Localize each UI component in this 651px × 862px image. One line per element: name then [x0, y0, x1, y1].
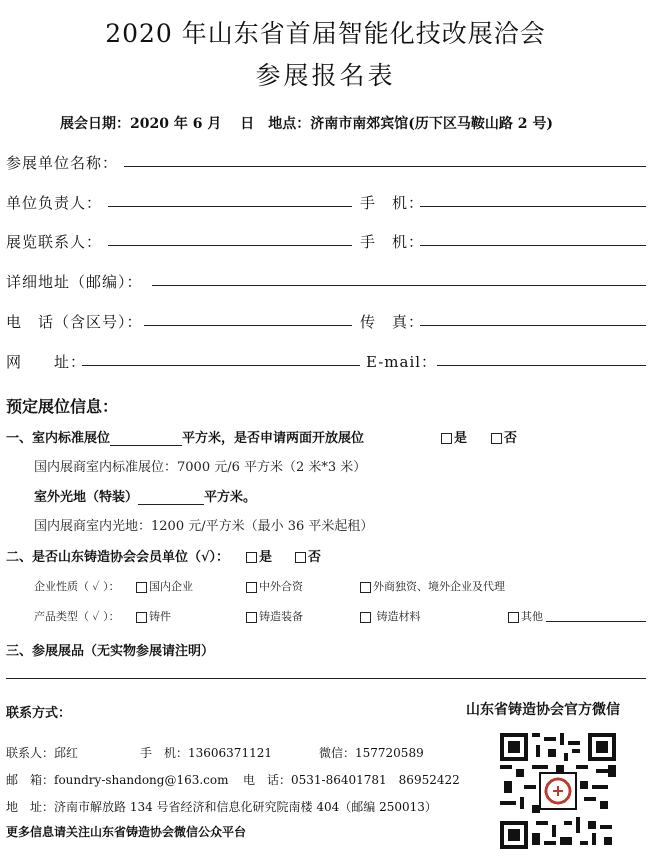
- checkbox-icon[interactable]: [246, 612, 257, 623]
- section-divider: [6, 678, 646, 679]
- product-other-field[interactable]: [546, 621, 646, 622]
- product-option-castings[interactable]: 铸件: [136, 608, 171, 624]
- contact-heading: 联系方式：: [6, 706, 72, 721]
- fax-label: 传 真：: [360, 313, 425, 331]
- indoor-booth-label: 一、室内标准展位: [6, 431, 111, 446]
- website-label: 网 址：: [6, 353, 87, 371]
- open-no-option[interactable]: 否: [491, 427, 517, 446]
- unit-name-label: 参展单位名称：: [6, 154, 119, 172]
- unit-name-field[interactable]: [124, 166, 646, 167]
- mobile2-field[interactable]: [420, 245, 646, 246]
- mobile1-label: 手 机：: [360, 194, 425, 212]
- address-field[interactable]: [152, 285, 646, 286]
- leader-label: 单位负责人：: [6, 194, 103, 212]
- product-option-other[interactable]: 其他: [508, 608, 543, 624]
- nature-option-jv[interactable]: 中外合资: [246, 578, 303, 594]
- date-location-line: 展会日期：2020 年 6 月 日 地点：济南市南郊宾馆(历下区马鞍山路 2 号): [60, 116, 553, 132]
- phone-field[interactable]: [144, 325, 352, 326]
- product-label: 产品类型（ ✓ ）：: [34, 610, 120, 623]
- checkbox-icon[interactable]: [246, 552, 257, 563]
- contact-mobile: 手 机：13606371121: [140, 746, 272, 760]
- member-question: 二、是否山东铸造协会会员单位（√）：: [6, 550, 230, 565]
- nature-option-foreign[interactable]: 外商独资、境外企业及代理: [360, 578, 505, 594]
- document-subtitle: 参展报名表: [255, 61, 396, 90]
- checkbox-icon[interactable]: [360, 582, 371, 593]
- outdoor-label: 室外光地（特装）: [34, 490, 139, 505]
- website-field[interactable]: [82, 365, 360, 366]
- email-field[interactable]: [437, 365, 646, 366]
- exhibits-heading: 三、参展展品（无实物参展请注明）: [6, 644, 215, 659]
- checkbox-icon[interactable]: [491, 433, 502, 444]
- contact-address: 地 址：济南市解放路 134 号省经济和信息化研究院南楼 404（邮编 250013）: [6, 800, 437, 814]
- document-title: 2020 年山东省首届智能化技改展洽会: [105, 19, 546, 48]
- footer-note: 更多信息请关注山东省铸造协会微信公众平台: [6, 825, 247, 839]
- std-booth-price: 国内展商室内标准展位：7000 元/6 平方米（2 米*3 米）: [34, 460, 367, 475]
- checkbox-icon[interactable]: [295, 552, 306, 563]
- member-no-option[interactable]: 否: [295, 546, 321, 565]
- checkbox-icon[interactable]: [360, 612, 371, 623]
- leader-field[interactable]: [108, 206, 352, 207]
- outdoor-unit: 平方米。: [204, 490, 257, 505]
- indoor-booth-row: [6, 427, 364, 446]
- product-option-equipment[interactable]: 铸造装备: [246, 608, 303, 624]
- product-option-materials[interactable]: 铸造材料: [360, 608, 421, 624]
- checkbox-icon[interactable]: [246, 582, 257, 593]
- contact-tel: 电 话：0531-86401781 86952422: [243, 773, 460, 787]
- open-yes-option[interactable]: 是: [441, 427, 467, 446]
- outdoor-area-field[interactable]: [138, 504, 204, 505]
- contact-person-label: 展览联系人：: [6, 233, 103, 251]
- nature-label: 企业性质（ ✓ ）：: [34, 580, 120, 593]
- outdoor-row: [34, 486, 256, 505]
- wechat-title: 山东省铸造协会官方微信: [466, 702, 620, 718]
- indoor-area-field[interactable]: [110, 445, 182, 446]
- contact-person: 联系人：邱红: [6, 746, 79, 760]
- address-label: 详细地址（邮编）：: [6, 273, 143, 291]
- wechat-qr-code: [500, 733, 616, 849]
- mobile2-label: 手 机：: [360, 233, 425, 251]
- email-label: E-mail：: [366, 353, 438, 371]
- outdoor-price: 国内展商室内光地：1200 元/平方米（最小 36 平米起租）: [34, 519, 374, 534]
- booth-heading: 预定展位信息：: [6, 397, 119, 416]
- checkbox-icon[interactable]: [441, 433, 452, 444]
- contact-email[interactable]: 邮 箱：foundry-shandong@163.com: [6, 773, 229, 787]
- mobile1-field[interactable]: [420, 206, 646, 207]
- checkbox-icon[interactable]: [136, 612, 147, 623]
- fax-field[interactable]: [420, 325, 646, 326]
- contact-wechat: 微信：157720589: [319, 746, 424, 760]
- checkbox-icon[interactable]: [508, 612, 519, 623]
- member-yes-option[interactable]: 是: [246, 546, 272, 565]
- indoor-booth-question: 平方米，是否申请两面开放展位: [182, 431, 365, 446]
- checkbox-icon[interactable]: [136, 582, 147, 593]
- contact-person-field[interactable]: [108, 245, 352, 246]
- phone-label: 电 话（含区号）：: [6, 313, 143, 331]
- nature-option-domestic[interactable]: 国内企业: [136, 578, 193, 594]
